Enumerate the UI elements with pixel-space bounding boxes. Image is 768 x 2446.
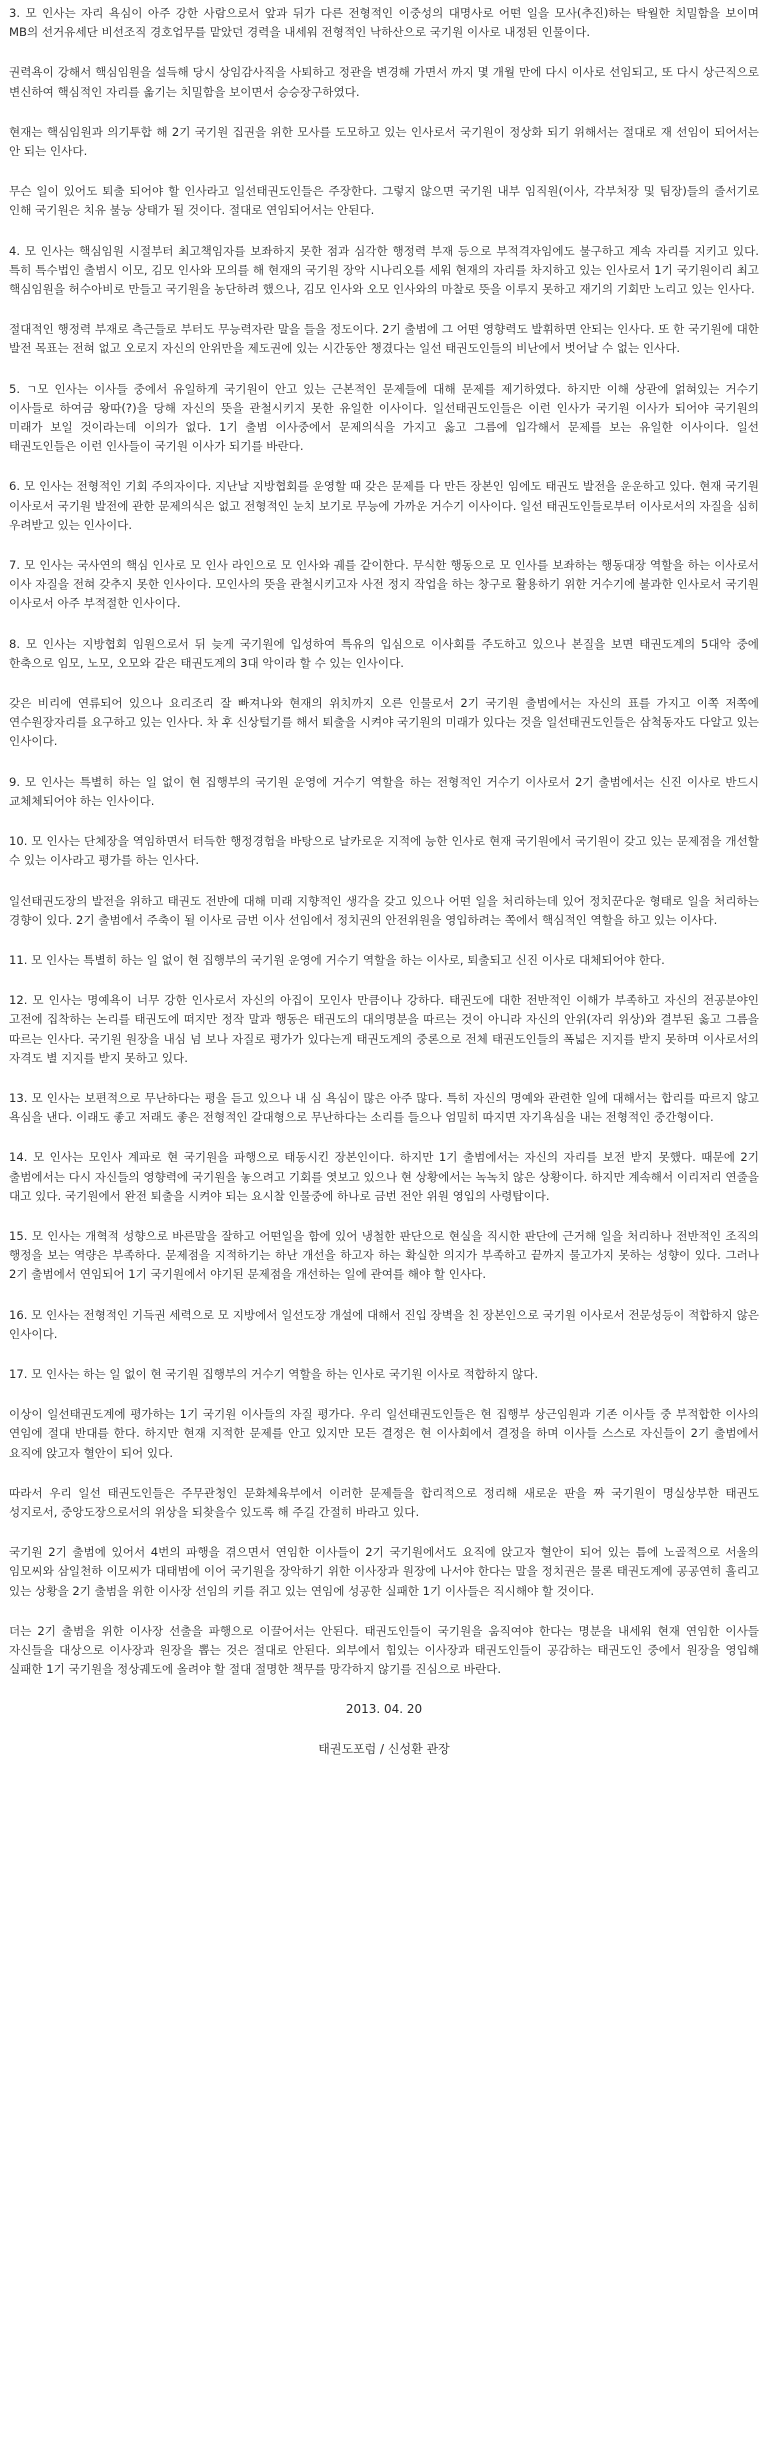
paragraph-14: 일선태권도장의 발전을 위하고 태권도 전반에 대해 미래 지향적인 생각을 갖고 있으나 어떤 일을 처리하는데 있어 정치꾼다운 형태로 일을 처리하는 경향이 있다. 2기 출범에서 주축이 될 이사로 금번 이사 선임에서 정치권의 안전위원을 영입하려는 쪽에서 핵심적인 역할을 하고 있는 이사다.	[9, 893, 759, 927]
paragraph-13: 10. 모 인사는 단체장을 역임하면서 터득한 행정경험을 바탕으로 날카로운 지적에 능한 인사로 현재 국기원에서 국기원이 갖고 있는 문제점을 개선할 수 있는 이사라고 평가를 하는 인사다.	[9, 834, 759, 868]
paragraph-gap	[9, 1522, 759, 1543]
paragraph-21: 17. 모 인사는 하는 일 없이 현 국기원 집행부의 거수기 역할을 하는 인사로 국기원 이사로 적합하지 않다.	[9, 1366, 539, 1381]
article-body	[9, 4, 759, 1700]
paragraph-17: 13. 모 인사는 보편적으로 무난하다는 평을 듣고 있으나 내 심 욕심이 많은 아주 많다. 특히 자신의 명예와 관련한 일에 대해서는 합리를 따르지 않고 욕심을 낸다. 이래도 좋고 저래도 좋은 전형적인 갈대형으로 무난하다는 소리를 들으나 엄밀히 따지면 자기욕심을 내는 전형적인 중간형이다.	[9, 1090, 759, 1125]
paragraph-gap	[9, 1601, 759, 1622]
paragraph-gap	[9, 299, 759, 320]
paragraph-10: 8. 모 인사는 지방협회 임원으로서 뒤 늦게 국기원에 입성하여 특유의 입심으로 이사회를 주도하고 있으나 본질을 보면 태권도계의 5대악 중에 한축으로 임모, 노모, 오모와 같은 태권도계의 3대 악이라 할 수 있는 인사이다.	[9, 636, 759, 670]
paragraph-gap	[9, 1206, 759, 1227]
paragraph-gap	[9, 359, 759, 380]
paragraph-9: 7. 모 인사는 국사연의 핵심 인사로 모 인사 라인으로 모 인사와 궤를 같이한다. 무식한 행동으로 모 인사를 보좌하는 행동대장 역할을 하는 이사로서 이사 자질을 전혀 갖추지 못한 인사이다. 모인사의 뜻을 관철시키고자 사전 정지 작업을 하는 창구로 활용하기 위한 거수기에 불과한 인사로서 국기원 이사로서 아주 부적절한 인사이다.	[9, 558, 759, 611]
paragraph-22: 이상이 일선태권도계에 평가하는 1기 국기원 이사들의 자질 평가다. 우리 일선태권도인들은 현 집행부 상근임원과 기존 이사들 중 부적합한 이사의 연임에 절대 반대를 한다. 하지만 현재 지적한 문제를 안고 있지만 모든 결정은 현 이사회에서 결정을 하며 이사들 스스로 자신들이 2기 출범에서 요직에 앉고자 혈안이 되어 있다.	[9, 1407, 759, 1460]
paragraph-25: 더는 2기 출범을 위한 이사장 선출을 파행으로 이끌어서는 안된다. 태권도인들이 국기원을 움직여야 한다는 명분을 내세워 현재 연임한 이사들 자신들을 대상으로 이사장과 원장을 뽑는 것은 절대로 안된다. 외부에서 힘있는 이사장과 태권도인들이 공감하는 태권도인 중에서 원장을 영입해 실패한 1기 국기원을 정상궤도에 올려야 할 절대 절명한 책무를 망각하지 않기를 진심으로 바란다.	[9, 1623, 759, 1677]
paragraph-24: 국기원 2기 출범에 있어서 4번의 파행을 겪으면서 연임한 이사들이 2기 국기원에서도 요직에 앉고자 혈안이 되어 있는 틈에 노골적으로 서울의 임모씨와 삼일천하 이모씨가 대태범에 이어 국기원을 장악하기 위한 이사장과 원장에 나서야 한다는 말을 정치권은 물론 태권도계에 공공연히 흘리고 있는 상황을 2기 출범을 위한 이사장 선임의 키를 쥐고 있는 연임에 성공한 실패한 1기 이사들은 직시해야 할 것이다.	[9, 1545, 759, 1598]
paragraph-gap	[9, 673, 759, 694]
paragraph-2: 권력욕이 강해서 핵심임원을 설득해 당시 상임감사직을 사퇴하고 정관을 변경해 가면서 까지 몇 개월 만에 다시 이사로 선임되고, 또 다시 상근직으로 변신하여 핵심적인 자리를 옮기는 치밀함을 보이면서 승승장구하였다.	[9, 65, 759, 99]
paragraph-gap	[9, 970, 759, 991]
paragraph-7: 5. ㄱ모 인사는 이사들 중에서 유일하게 국기원이 안고 있는 근본적인 문제들에 대해 문제를 제기하였다. 하지만 이해 상관에 얽혀있는 거수기 이사들로 하여금 왕따(?)을 당해 자신의 뜻을 관철시키지 못한 유일한 이사이다. 일선태권도인들은 이런 인사가 국기원 이사가 되어야 국기원의 미래가 보일 것이라는데 이의가 없다. 1기 출범 이사중에서 문제의식을 가지고 옳고 그름에 입각해서 문제를 보는 유일한 이사이다. 일선 태권도인들은 이런 인사들이 국기원 이사가 되기를 바란다.	[9, 381, 759, 454]
paragraph-15: 11. 모 인사는 특별히 하는 일 없이 현 집행부의 국기원 운영에 거수기 역할을 하는 이사로, 퇴출되고 신진 이사로 대체되어야 한다.	[9, 952, 665, 967]
paragraph-gap	[9, 930, 759, 951]
paragraph-gap	[9, 614, 759, 635]
paragraph-gap	[9, 42, 759, 63]
paragraph-3: 현재는 핵심임원과 의기투합 해 2기 국기원 집권을 위한 모사를 도모하고 있는 인사로서 국기원이 정상화 되기 위해서는 절대로 재 선임이 되어서는 안 되는 인사다.	[9, 124, 759, 159]
paragraph-gap	[9, 1285, 759, 1306]
paragraph-gap	[9, 535, 759, 556]
paragraph-5: 4. 모 인사는 핵심임원 시절부터 최고책임자를 보좌하지 못한 점과 심각한 행정력 부재 등으로 부적격자임에도 불구하고 계속 자리를 지키고 있다. 특히 특수법인 출범시 이모, 김모 인사와 모의를 해 현재의 국기원 장악 시나리오를 세워 현재의 자리를 차지하고 있는 인사로서 1기 국기원이리 최고 핵심임원을 허수아비로 만들고 국기원을 농단하려 했으나, 김모 인사와 오모 인사와의 마찰로 뜻을 이루지 못하고 재기의 기회만 노리고 있는 인사다.	[9, 243, 759, 297]
paragraph-8: 6. 모 인사는 전형적인 기회 주의자이다. 지난날 지방협회를 운영할 때 갖은 문제를 다 만든 장본인 임에도 태권도 발전을 운운하고 있다. 현재 국기원 이사로서 국기원 발전에 관한 문제의식은 없고 전형적인 눈치 보기로 무능에 가까운 거수기 이사이다. 일선 태권도인들로부터 이사로서의 자질을 심히 우려받고 있는 인사이다.	[9, 479, 759, 532]
paragraph-6: 절대적인 행정력 부재로 측근들로 부터도 무능력자란 말을 들을 정도이다. 2기 출범에 그 어떤 영향력도 발휘하면 안되는 인사다. 또 한 국기원에 대한 발전 목표는 전혀 없고 오로지 자신의 안위만을 제도권에 있는 시간동안 챙겼다는 일선 태권도인들의 비난에서 벗어날 수 없는 인사다.	[9, 322, 759, 356]
paragraph-19: 15. 모 인사는 개혁적 성향으로 바른말을 잘하고 어떤일을 함에 있어 냉철한 판단으로 현실을 직시한 판단에 근거해 일을 처리하나 전반적인 조직의 행정을 보는 역량은 부족하다. 문제점을 지적하기는 하난 개선을 하고자 하는 확실한 의지가 부족하고 끝까지 물고가지 못하는 성향이 있다. 그러나 2기 출범에서 연임되어 1기 국기원에서 야기된 문제점을 개선하는 일에 관여를 해야 할 인사다.	[9, 1228, 760, 1282]
paragraph-gap	[9, 161, 759, 182]
paragraph-gap	[9, 1384, 759, 1405]
author-signature: 태권도포럼 / 신성환 관장	[318, 1742, 450, 1757]
paragraph-1: 3. 모 인사는 자리 욕심이 아주 강한 사람으로서 앞과 뒤가 다른 전형적인 이중성의 대명사로 어떤 일을 모사(추진)하는 탁월한 치밀함을 보이며 MB의 선거유세단 비선조직 경호업무를 맡았던 경력을 내세워 전형적인 낙하산으로 국기원 이사로 내정된 인물이다.	[9, 6, 759, 40]
paragraph-20: 16. 모 인사는 전형적인 기득권 세력으로 모 지방에서 일선도장 개설에 대해서 진입 장벽을 친 장본인으로 국기원 이사로서 전문성등이 적합하지 않은 인사이다.	[9, 1307, 759, 1341]
paragraph-4: 무슨 일이 있어도 퇴출 되어야 할 인사라고 일선태권도인들은 주장한다. 그렇지 않으면 국기원 내부 임직원(이사, 각부처장 및 팀장)들의 줄서기로 인해 국기원은 치유 불능 상태가 될 것이다. 절대로 연임되어서는 안된다.	[9, 184, 759, 218]
paragraph-gap	[9, 752, 759, 773]
paragraph-12: 9. 모 인사는 특별히 하는 일 없이 현 집행부의 국기원 운영에 거수기 역할을 하는 전형적인 거수기 이사로서 2기 출범에서는 신진 이사로 반드시 교체체되어야 하는 인사이다.	[9, 774, 759, 808]
paragraph-gap	[9, 456, 759, 477]
paragraph-gap	[9, 1719, 759, 1740]
paragraph-18: 14. 모 인사는 모인사 계파로 현 국기원을 파행으로 태동시킨 장본인이다. 하지만 1기 출범에서는 자신의 자리를 보전 받지 못했다. 때문에 2기 출범에서는 다시 자신들의 영향력에 국기원을 놓으려고 기회를 엿보고 있으나 현 상황에서는 녹녹치 않은 상황이다. 하지만 계속해서 이리저리 연줄을 대고 있다. 국기원에서 완전 퇴출을 시켜야 되는 요시찰 인물중에 하나로 금번 전안 위원 영입의 사령탑이다.	[9, 1150, 759, 1203]
paragraph-gap	[9, 1679, 759, 1700]
paragraph-11: 갖은 비리에 연류되어 있으나 요리조리 잘 빠져나와 현재의 위치까지 오른 인물로서 2기 국기원 출범에서는 자신의 표를 가지고 이쪽 저쪽에 연수원장자리를 요구하고 있는 인사다. 차 후 신상털기를 해서 퇴출을 시켜야 국기원의 미래가 있다는 것을 일선태권도인들은 삼척동자도 다알고 있는 인사이다.	[9, 696, 759, 749]
paragraph-gap	[9, 1344, 759, 1365]
paragraph-23: 따라서 우리 일선 태권도인들은 주무관청인 문화체육부에서 이러한 문제들을 합리적으로 정리해 새로운 판을 짜 국기원이 명실상부한 태권도 성지로서, 중앙도장으로서의 위상을 되찾을수 있도록 해 주길 간절히 바라고 있다.	[9, 1485, 759, 1519]
paragraph-gap	[9, 1127, 759, 1148]
paragraph-gap	[9, 871, 759, 892]
paragraph-gap	[9, 1463, 759, 1484]
paragraph-gap	[9, 102, 759, 123]
paragraph-gap	[9, 811, 759, 832]
paragraph-gap	[9, 221, 759, 242]
paragraph-gap	[9, 1068, 759, 1089]
paragraph-16: 12. 모 인사는 명예욕이 너무 강한 인사로서 자신의 아집이 모인사 만큼이나 강하다. 태권도에 대한 전반적인 이해가 부족하고 자신의 전공분야인 고전에 집착하는 논리를 태권도에 떠지만 정작 말과 행동은 태권도의 대의명분을 따르는 것이 아니라 자신의 안위(자리 위상)와 결부된 옳고 그름을 따르는 인사다. 국기원 원장을 내심 넘 보나 자질로 평가가 있다는게 태권도계의 중론으로 전체 태권도인들의 폭넓은 지지를 받지 못하며 이사로서의 자격도 별 지지를 받지 못하고 있다.	[9, 993, 759, 1065]
article-date: 2013. 04. 20	[345, 1702, 423, 1717]
